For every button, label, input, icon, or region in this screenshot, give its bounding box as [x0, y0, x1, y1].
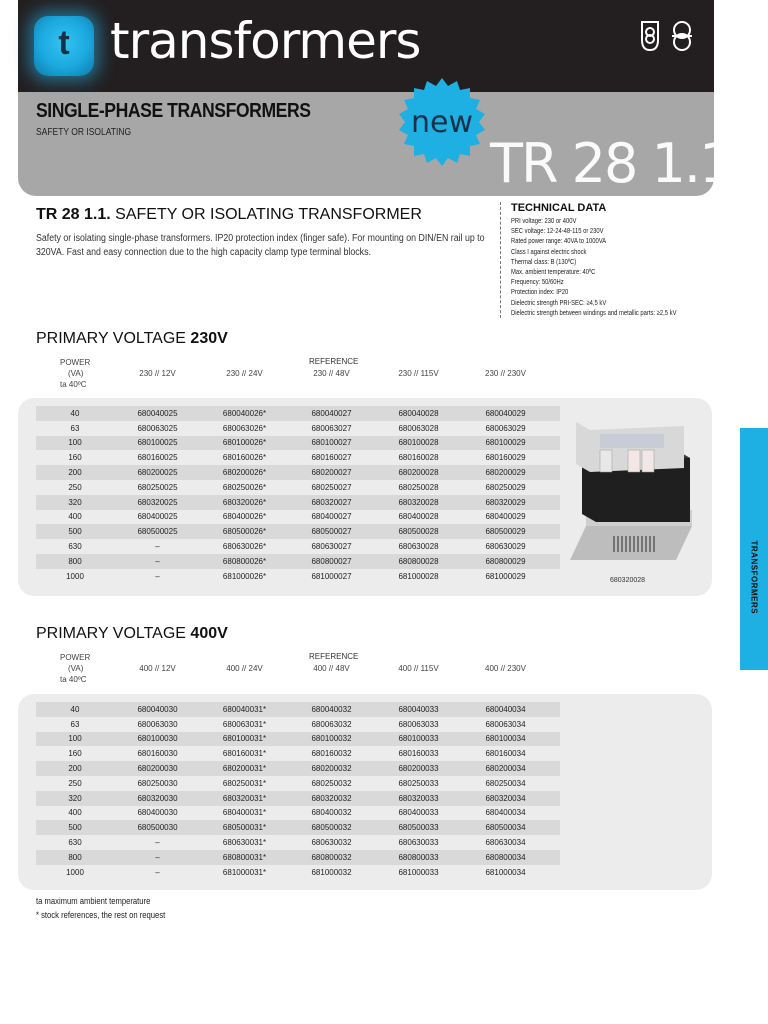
technical-data-item: PRI voltage: 230 or 400V — [511, 216, 577, 225]
reference-cell: 680400028 — [398, 512, 439, 522]
table-400v-heading — [36, 625, 228, 643]
column-header: 400 // 230V — [485, 664, 526, 673]
reference-cell: 680063026* — [222, 423, 267, 433]
reference-cell: 680500025 — [137, 527, 178, 537]
reference-cell: 680160030 — [137, 749, 178, 759]
photo-caption: 680320028 — [610, 577, 646, 584]
reference-cell: 680500026* — [222, 527, 267, 537]
reference-cell: 680320034 — [485, 793, 526, 803]
table-row — [36, 495, 560, 510]
technical-data-item: Dielectric strength PRI-SEC: ≥4,5 kV — [511, 297, 607, 307]
power-cell: 630 — [68, 838, 82, 848]
reference-cell: 680800031* — [222, 852, 267, 862]
table-row — [36, 761, 560, 776]
table-row — [36, 702, 560, 717]
power-cell: 630 — [68, 542, 82, 552]
reference-cell: 680040028 — [398, 408, 439, 418]
table-row — [36, 717, 560, 732]
logo-letter: t — [58, 24, 70, 62]
table-row — [36, 465, 560, 480]
reference-cell: 680400031* — [222, 808, 267, 818]
product-code: TR 28 1.1. — [36, 206, 111, 223]
reference-cell: 680063027 — [311, 423, 352, 433]
reference-cell: 680500029 — [485, 527, 526, 537]
reference-cell: 680063030 — [137, 719, 178, 729]
reference-cell: 680500031* — [222, 823, 267, 833]
reference-cell: 680040027 — [311, 408, 352, 418]
section-title: SINGLE-PHASE TRANSFORMERS — [36, 100, 311, 122]
reference-cell: 680320033 — [398, 793, 439, 803]
reference-cell: 681000032 — [311, 867, 352, 877]
reference-cell: 680400032 — [311, 808, 352, 818]
reference-cell: 680200031* — [222, 764, 267, 774]
reference-cell: 680040031* — [222, 704, 267, 714]
reference-cell: – — [155, 556, 160, 566]
reference-cell: 680040033 — [398, 704, 439, 714]
reference-cell: 680200032 — [311, 764, 352, 774]
table-row — [36, 776, 560, 791]
power-cell: 100 — [68, 734, 82, 744]
reference-cell: 680400025 — [137, 512, 178, 522]
reference-cell: 680200025 — [137, 468, 178, 478]
reference-cell: 680320030 — [137, 793, 178, 803]
reference-cell: 680500033 — [398, 823, 439, 833]
power-unit: (VA) — [68, 369, 84, 378]
power-cell: 400 — [68, 808, 82, 818]
reference-cell: 680630027 — [311, 542, 352, 552]
ambient-temp-label: ta 40ºC — [60, 380, 87, 389]
reference-cell: 681000026* — [222, 571, 267, 581]
reference-cell: 680040034 — [485, 704, 526, 714]
power-cell: 500 — [68, 823, 82, 833]
reference-cell: 681000027 — [311, 571, 352, 581]
column-header: 230 // 48V — [313, 369, 350, 378]
reference-cell: 680200034 — [485, 764, 526, 774]
power-cell: 250 — [68, 482, 82, 492]
footnote-stock: * stock references, the rest on request — [36, 910, 166, 920]
technical-data-item: SEC voltage: 12-24-48-115 or 230V — [511, 226, 604, 236]
table-row — [36, 806, 560, 821]
table-row — [36, 554, 560, 569]
column-header: 230 // 24V — [226, 369, 263, 378]
model-watermark: TR 28 1.1 — [490, 132, 732, 195]
table-row — [36, 436, 560, 451]
reference-cell: 680500028 — [398, 527, 439, 537]
power-label: POWER — [60, 653, 91, 662]
table-row — [36, 865, 560, 880]
power-cell: 800 — [68, 556, 82, 566]
reference-cell: 680040030 — [137, 704, 178, 714]
reference-cell: 680160026* — [222, 453, 267, 463]
reference-cell: 680630034 — [485, 838, 526, 848]
reference-cell: 680320027 — [311, 497, 352, 507]
table-row — [36, 820, 560, 835]
power-cell: 40 — [70, 704, 80, 714]
power-cell: 800 — [68, 852, 82, 862]
reference-cell: 681000028 — [398, 571, 439, 581]
table-row — [36, 746, 560, 761]
reference-cell: 680320032 — [311, 793, 352, 803]
table-heading-voltage: 400V — [190, 625, 228, 642]
reference-cell: 680063028 — [398, 423, 439, 433]
reference-cell: 680320028 — [398, 497, 439, 507]
reference-cell: 680200033 — [398, 764, 439, 774]
reference-cell: 680500030 — [137, 823, 178, 833]
reference-cell: – — [155, 542, 160, 552]
technical-data-box — [500, 202, 710, 318]
certification-icons — [636, 18, 702, 54]
technical-data-item: Rated power range: 40VA to 1000VA — [511, 236, 607, 246]
reference-cell: 680200030 — [137, 764, 178, 774]
side-tab-label: TRANSFORMERS — [749, 540, 759, 615]
reference-cell: 680320029 — [485, 497, 526, 507]
power-cell: 200 — [68, 764, 82, 774]
brand-logo — [34, 16, 94, 76]
product-heading — [36, 206, 422, 224]
column-header: 400 // 24V — [226, 664, 263, 673]
technical-data-item: Frequency: 50/60Hz — [511, 277, 564, 287]
section-subtitle: SAFETY OR ISOLATING — [36, 127, 132, 138]
reference-cell: 680063029 — [485, 423, 526, 433]
reference-cell: 680100033 — [398, 734, 439, 744]
table-heading-voltage: 230V — [190, 330, 228, 347]
power-column-header — [60, 357, 90, 390]
reference-cell: 680500027 — [311, 527, 352, 537]
reference-cell: 680250029 — [485, 482, 526, 492]
reference-cell: 680040026* — [222, 408, 267, 418]
column-header: 230 // 115V — [398, 369, 439, 378]
reference-cell: 680800032 — [311, 852, 352, 862]
reference-cell: 680630033 — [398, 838, 439, 848]
technical-data-item: Thermal class: B (130ºC) — [511, 256, 577, 266]
ambient-temp-label: ta 40ºC — [60, 675, 87, 684]
reference-cell: 680160028 — [398, 453, 439, 463]
technical-data-item: Dielectric strength between windings and metallic parts: ≥2,5 kV — [511, 307, 677, 317]
reference-cell: – — [155, 867, 160, 877]
reference-cell: 680500034 — [485, 823, 526, 833]
reference-cell: 680800033 — [398, 852, 439, 862]
reference-cell: 680063033 — [398, 719, 439, 729]
column-header: 400 // 48V — [313, 664, 350, 673]
table-row — [36, 791, 560, 806]
reference-cell: 680063025 — [137, 423, 178, 433]
reference-cell: 680100025 — [137, 438, 178, 448]
technical-data-item: Class I against electric shock — [511, 246, 587, 256]
power-cell: 160 — [68, 453, 82, 463]
product-photo — [566, 410, 698, 576]
reference-cell: 680250026* — [222, 482, 267, 492]
power-cell: 1000 — [66, 571, 84, 581]
reference-cell: 680400033 — [398, 808, 439, 818]
reference-cell: 680100034 — [485, 734, 526, 744]
reference-cell: 680250028 — [398, 482, 439, 492]
table-row — [36, 450, 560, 465]
power-unit: (VA) — [68, 664, 84, 673]
table-row — [36, 850, 560, 865]
table-row — [36, 569, 560, 584]
column-header: 400 // 12V — [139, 664, 176, 673]
reference-cell: 680320031* — [222, 793, 267, 803]
reference-cell: 680100032 — [311, 734, 352, 744]
reference-cell: 680250034 — [485, 778, 526, 788]
reference-cell: 680250033 — [398, 778, 439, 788]
table-row — [36, 539, 560, 554]
reference-cell: 680160025 — [137, 453, 178, 463]
table-230v-heading — [36, 330, 228, 348]
footnote-ambient-temp: ta maximum ambient temperature — [36, 896, 151, 906]
power-cell: 250 — [68, 778, 82, 788]
table-230v-body — [36, 406, 560, 584]
reference-cell: 680063031* — [222, 719, 267, 729]
technical-data-item: Protection index: IP20 — [511, 287, 569, 297]
power-label: POWER — [60, 358, 91, 367]
reference-cell: 680250031* — [222, 778, 267, 788]
reference-cell: 680160032 — [311, 749, 352, 759]
table-row — [36, 510, 560, 525]
reference-cell: 680320025 — [137, 497, 178, 507]
power-cell: 63 — [70, 719, 80, 729]
reference-cell: 680100031* — [222, 734, 267, 744]
table-row — [36, 732, 560, 747]
reference-cell: 680320026* — [222, 497, 267, 507]
reference-cell: 680160029 — [485, 453, 526, 463]
reference-cell: 680630029 — [485, 542, 526, 552]
reference-cell: 680400030 — [137, 808, 178, 818]
reference-cell: 680200029 — [485, 468, 526, 478]
product-description: Safety or isolating single-phase transformers. IP20 protection index (finger safe). For mounting on DIN/EN rail up to 320VA. Fast and easy connection due to the high capacity clamp type terminal blocks. — [36, 233, 485, 258]
reference-cell: 680200027 — [311, 468, 352, 478]
reference-cell: 680630026* — [222, 542, 267, 552]
reference-cell: 680250030 — [137, 778, 178, 788]
reference-cell: 680630031* — [222, 838, 267, 848]
product-name: SAFETY OR ISOLATING TRANSFORMER — [115, 206, 422, 223]
power-cell: 320 — [68, 793, 82, 803]
column-header: 400 // 115V — [398, 664, 439, 673]
table-row — [36, 835, 560, 850]
reference-label: REFERENCE — [309, 357, 359, 366]
reference-cell: 680250027 — [311, 482, 352, 492]
reference-cell: 681000029 — [485, 571, 526, 581]
reference-cell: 680630032 — [311, 838, 352, 848]
reference-cell: 680100026* — [222, 438, 267, 448]
reference-cell: 680250025 — [137, 482, 178, 492]
reference-cell: 680400029 — [485, 512, 526, 522]
reference-cell: – — [155, 852, 160, 862]
power-cell: 63 — [70, 423, 80, 433]
power-cell: 100 — [68, 438, 82, 448]
technical-data-title: TECHNICAL DATA — [511, 202, 607, 214]
reference-cell: 680160031* — [222, 749, 267, 759]
table-heading-prefix: PRIMARY VOLTAGE — [36, 330, 191, 347]
technical-data-item: Max. ambient temperature: 40ºC — [511, 267, 596, 277]
reference-cell: 680063034 — [485, 719, 526, 729]
reference-cell: 680800027 — [311, 556, 352, 566]
reference-label: REFERENCE — [309, 652, 359, 661]
reference-cell: 680040029 — [485, 408, 526, 418]
reference-cell: 680800028 — [398, 556, 439, 566]
reference-cell: 680100028 — [398, 438, 439, 448]
reference-cell: 680800029 — [485, 556, 526, 566]
reference-cell: – — [155, 838, 160, 848]
reference-cell: 680160033 — [398, 749, 439, 759]
isolating-transformer-symbol-icon — [672, 22, 692, 50]
new-badge-label: new — [410, 105, 474, 140]
reference-cell: 680400026* — [222, 512, 267, 522]
reference-cell: – — [155, 571, 160, 581]
reference-cell: 680100030 — [137, 734, 178, 744]
technical-data-list — [511, 216, 710, 318]
reference-cell: 680040032 — [311, 704, 352, 714]
reference-cell: 681000031* — [222, 867, 267, 877]
power-cell: 1000 — [66, 867, 84, 877]
power-cell: 500 — [68, 527, 82, 537]
power-cell: 400 — [68, 512, 82, 522]
brand-title: transformers — [110, 12, 421, 70]
power-cell: 200 — [68, 468, 82, 478]
reference-cell: 680160027 — [311, 453, 352, 463]
reference-cell: 680400027 — [311, 512, 352, 522]
power-cell: 320 — [68, 497, 82, 507]
power-cell: 40 — [70, 408, 80, 418]
table-row — [36, 524, 560, 539]
new-badge — [398, 78, 486, 166]
reference-cell: 681000033 — [398, 867, 439, 877]
power-cell: 160 — [68, 749, 82, 759]
safety-transformer-symbol-icon — [642, 22, 658, 50]
reference-cell: 680160034 — [485, 749, 526, 759]
reference-cell: 680400034 — [485, 808, 526, 818]
table-heading-prefix: PRIMARY VOLTAGE — [36, 625, 191, 642]
column-header: 230 // 230V — [485, 369, 526, 378]
power-column-header — [60, 652, 90, 685]
table-400v-body — [36, 702, 560, 880]
reference-cell: 680800034 — [485, 852, 526, 862]
reference-cell: 680063032 — [311, 719, 352, 729]
reference-cell: 680500032 — [311, 823, 352, 833]
reference-cell: 680250032 — [311, 778, 352, 788]
table-row — [36, 421, 560, 436]
reference-cell: 680800026* — [222, 556, 267, 566]
reference-cell: 680200028 — [398, 468, 439, 478]
reference-cell: 681000034 — [485, 867, 526, 877]
reference-cell: 680100027 — [311, 438, 352, 448]
reference-cell: 680630028 — [398, 542, 439, 552]
column-header: 230 // 12V — [139, 369, 176, 378]
reference-cell: 680200026* — [222, 468, 267, 478]
table-row — [36, 406, 560, 421]
reference-cell: 680100029 — [485, 438, 526, 448]
reference-cell: 680040025 — [137, 408, 178, 418]
table-row — [36, 480, 560, 495]
side-tab-transformers[interactable] — [740, 428, 768, 670]
